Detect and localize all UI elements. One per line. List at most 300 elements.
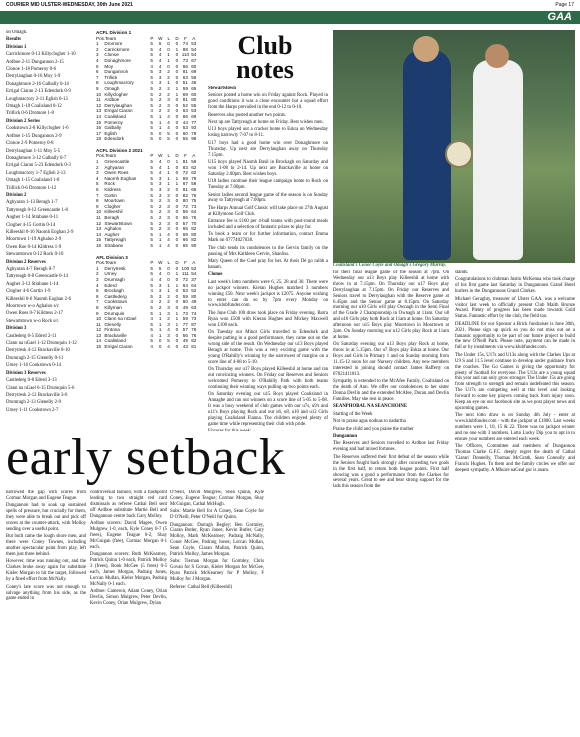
table-cell: 3 [167, 226, 170, 232]
table-cell: 63 [182, 74, 188, 80]
table-cell: 3 [167, 304, 170, 310]
table-cell: 1 [175, 91, 179, 97]
table-cell: 1 [158, 125, 162, 131]
table-cell: 5 [150, 304, 153, 310]
paragraph: Entrance fee is £160 per 4-ball teams with post-round meals included and a selection of fantastic prizes to play for. [208, 219, 328, 231]
table-cell: 0 [167, 63, 170, 69]
table-cell: 17 [96, 130, 102, 136]
table-cell: 66 [182, 63, 188, 69]
table-cell: 5 [150, 192, 153, 198]
football-icon [445, 140, 473, 168]
paragraph: But built came the lough shore men, and there were Coney Townes, including another spectacular point from play, left them just three behind. [6, 534, 86, 558]
table-cell: 5 [150, 226, 153, 232]
table-cell: 10 [96, 316, 102, 322]
table-cell: 4 [150, 63, 153, 69]
paragraph: Not in praise agus nodnas ro nadurtha [333, 419, 406, 425]
table-cell: Beragh [104, 215, 120, 220]
table-cell: 49 [191, 299, 197, 305]
table-cell: Clann na nGael [104, 316, 137, 322]
table-cell: Cookstown [104, 299, 128, 305]
article-headline: early setback [6, 429, 286, 486]
table-cell: 2 [167, 85, 170, 91]
table-cell: 49 [182, 304, 188, 310]
paragraph: On Saturday evening our u15 Boys played Coalisland in Annaghe and ran out winners on a score line of 5-05 to 5-08. It was a busy weekend of club games with our u7s, u9's and u11's Boys playing Rock and our u6, u8, u10 and u12 Girls playing Coalisland Fianna. The children enjoyed plenty of game time while representing their club with pride. [208, 392, 328, 427]
table-cell: 2 [158, 85, 162, 91]
table-cell: 52 [182, 102, 188, 108]
table-cell: 77 [191, 119, 197, 125]
table-cell: 0 [175, 231, 179, 237]
table-cell: Fintona [104, 327, 120, 333]
table-cell: 60 [182, 130, 188, 136]
table-cell: L [167, 35, 170, 41]
table-cell: 53 [191, 108, 197, 114]
paragraph: Killeeshil 0-16 Naomh Eoghan 2-9 [6, 229, 74, 235]
paragraph: Sympathy is extended to the McAfee Family, Coalisland on the death of Ann. We offer our condolences to her sister Donna Devlin and the extended McAfee, Doran and Devlin Families. May she rest in peace. [333, 379, 449, 403]
table-cell: 4 [158, 276, 162, 282]
table-cell: 3 [96, 170, 99, 176]
table-cell: 0 [175, 220, 179, 226]
table-cell: 59 [182, 293, 188, 299]
paragraph: Congratulations to clubman Justin McKenna who took charge of his first game last Saturday in Dungannons Grand Hotel hurlers in the Dungannons Grand Clarkes. [455, 277, 575, 295]
table-cell: 4 [167, 119, 170, 125]
table-cell: Moortown [104, 198, 125, 204]
table-cell: 87 [191, 321, 197, 327]
paragraph: On Saturday evening our u13 Boys play Rock at home, throw in at 5.15pm. Our u7 Boys play Eskra at home. Our Boys and Girls in Primary 1 and on Sunday morning from 11.15-12 noon for our Nursery children. Any new members interested in joining should contact James Rafferty on 07821411813. [333, 342, 449, 377]
table-cell: 81 [182, 97, 188, 103]
table-cell: Stewartstown [104, 220, 132, 226]
table-cell: 0 [175, 52, 179, 58]
table-cell: P [150, 35, 154, 41]
paragraph: The Harps Annual Golf Classic will take place on 27th August at Killymoon Golf Club. [208, 205, 328, 217]
table-cell: Donaghmore [104, 57, 131, 63]
paragraph: Clann na nGael 6-15 Drumquin 5-6 [6, 385, 75, 391]
table-cell: 3 [158, 288, 162, 294]
table-cell: 2 [167, 74, 170, 80]
table-cell: 77 [182, 321, 188, 327]
table-cell: 0 [175, 102, 179, 108]
paragraph: To book a team or for further information, contact Emma Mark on 07774027038. [208, 232, 328, 244]
table-cell: 4 [167, 231, 170, 237]
table-cell: 0 [175, 288, 179, 294]
paragraph: Michael Geraghty, treasurer of Ulster GAA, was a welcome visitor last week to officially present Club Maith Bronze Award. Plenty of progress has been made towards Gold Status. Fantastic effort by the club, the field too. [455, 296, 575, 320]
table-cell: 0 [167, 276, 170, 282]
article-column-2 [90, 490, 167, 730]
table-cell: 1 [175, 282, 179, 288]
table-cell: 5 [150, 203, 153, 209]
table-cell: 3 [158, 175, 162, 181]
paragraph: Mary Queen of the Gael pray for her. At thois Dé go raibh a hanam. [208, 259, 328, 270]
paragraph: The Reserves and Seniors travelled to Ardboe last Friday evening and had mixed fortunes. [333, 441, 449, 453]
table-cell: 7 [96, 299, 99, 305]
table-row [96, 136, 198, 142]
paragraph: Donaghmore 2-16 Galbally 0-14 [6, 81, 69, 87]
paragraph: Loughmacrory 2-11 Eglish 0-13 [6, 96, 68, 102]
table-cell: 59 [182, 316, 188, 322]
table-cell: 79 [191, 175, 197, 181]
paragraph: On Tuesday our Minor Girls travelled to Edendork and despite putting in a good performance, they came out on the wrong side of the result. On Wednesday our u13 Boys played Beragh at home. This was a very exciting game with the young O'Rahilly's winning by the narrowest of margins on a score line of 4-08 to 5-10. [208, 330, 328, 365]
paragraph: U15 boys played Naomh Basil in Brockagh on Saturday and won 1-08 to 2-14. Up next are Brackaville at home on Saturday 2.00pm. Best wishes boys. [208, 159, 328, 177]
table-cell: 5 [158, 265, 162, 271]
paragraph: However, time was running out, and the Clarkes broke away again for substitute Kieler Morgan to hit the target, followed by a fined effort from McNally. [6, 559, 86, 583]
table-cell: 69 [182, 91, 188, 97]
paragraph: The next lotto draw is on Sunday 4th July - enter at www.klubfunder.com - with the jackpot at £1800. Last weeks numbers were 1, 10, 15 & 22. There was no jackpot winner and no one with 3 numbers. Lotto Lucky Dip you to opt in to ensure your numbers are entered each week. [455, 413, 575, 442]
paragraph: Next up are Tattyreagh at home on Friday. Best wishes men. [208, 120, 324, 126]
table-cell: 4 [150, 332, 153, 338]
table-cell: 13 [96, 226, 102, 232]
table-cell: A [192, 35, 196, 41]
table-cell: 0 [175, 119, 179, 125]
table-cell: 4 [96, 175, 99, 181]
table-cell: 14 [96, 113, 102, 119]
paragraph: Senior ladies second league game of the season is on Sunday away to Tattyreagh at 7.00pm. [208, 192, 328, 204]
table-cell: 69 [191, 113, 197, 119]
table-cell: 7 [96, 192, 99, 198]
table-cell: 3 [167, 215, 170, 220]
table-cell: 1 [167, 80, 170, 86]
table-cell: 72 [182, 170, 188, 176]
table-cell: 90 [191, 242, 197, 248]
table-cell: 53 [182, 125, 188, 131]
table-cell: 80 [191, 231, 197, 237]
table-cell: 2 [167, 108, 170, 114]
table-cell: 11 [96, 215, 101, 220]
table-cell: 0 [175, 69, 179, 75]
table-cell: 1 [167, 175, 170, 181]
table-cell: 10 [96, 91, 102, 97]
table-cell: 0 [167, 271, 170, 277]
table-cell: 75 [191, 198, 197, 204]
paragraph: The June Club 100 draw took place on Friday evening. Barra Ryan won £500 with Kieran Hughes and Mickey Maxwell won £100 each. [208, 310, 328, 328]
table-cell: 3 [167, 332, 170, 338]
table-cell: 2 [167, 69, 170, 75]
table-cell: L [167, 153, 170, 159]
table-cell: 0 [175, 187, 179, 193]
table-cell: 1 [175, 175, 179, 181]
paragraph: Starting of the Week [333, 411, 373, 417]
table-cell: 9 [96, 310, 99, 316]
table-cell: 5 [96, 288, 99, 294]
table-cell: Urney [104, 271, 117, 277]
table-cell: 0 [175, 63, 179, 69]
paragraph: Donaghmore 3-12 Galbally 0-7 [6, 155, 67, 161]
table-cell: 3 [96, 52, 99, 58]
paragraph: Aghyaran 1-13 Beragh 1-7 [6, 200, 58, 206]
table-cell: 69 [182, 175, 188, 181]
table-cell: 65 [191, 85, 197, 91]
table-cell: 4 [158, 159, 162, 165]
table-cell: Aghyaran [104, 164, 125, 170]
section-heading: Division 2 Reserves [6, 259, 46, 265]
table-cell: Tattyreagh [104, 237, 126, 243]
paragraph: for their final league game of the season at 7pm. On Wednesday our u13 Boys play Killeeshil at home with throw in at 7.15pm. On Thursday our u17 Boys play Derrylaughan at 7.15pm. On Friday our Reserves and Seniors travel to Derrylaughan with the Reserve game at 6.45pm and the Senior game at 8.15pm. On Saturday morning our u10 Girls will play Ownagh in the Semi Final of the Grade 2 Championship in Ownagh at 11am. Our u8 and u10 Girls play both Rock at 11am at home. On Saturday afternoon our u15 Boys play Moortown in Moortown at 2pm. On Sunday morning our u12 Girls play Rock at 11am at home. [333, 270, 449, 340]
table-cell: 15 [96, 237, 102, 243]
table-cell: 0 [175, 276, 179, 282]
table-cell: 6 [96, 69, 99, 75]
table-cell: Kildress [104, 187, 121, 193]
player-blue-figure [403, 50, 451, 260]
paragraph: Moortown 1-19 Aghaloo 2-9 [6, 237, 62, 243]
table-cell: D [175, 35, 179, 41]
table-cell: 1 [158, 321, 162, 327]
table-cell: 10 [96, 209, 102, 215]
table-cell: 5 [150, 187, 153, 193]
table-cell: 2 [96, 164, 99, 170]
table-cell: 65 [182, 226, 188, 232]
paragraph: Aghyaran 4-7 Beragh 0-7 [6, 267, 56, 272]
table-cell: 5 [150, 271, 153, 277]
table-title: AFL Division 3 [96, 254, 128, 260]
table-cell: 73 [191, 316, 197, 322]
table-cell: Carrickmore [104, 46, 130, 52]
table-cell: 5 [150, 164, 153, 170]
table-cell: 0 [175, 332, 179, 338]
table-cell: 0 [175, 136, 179, 142]
table-cell: 5 [150, 52, 153, 58]
table-cell: 14 [96, 231, 102, 237]
paragraph: on Omagh. [6, 30, 28, 35]
table-cell: Clonoe [104, 52, 119, 58]
paragraph: Drumragh 2-13 Glenelly 2-9 [6, 400, 62, 406]
table-cell: 82 [182, 192, 188, 198]
paragraph: Urney 1-16 Cookstown 0-14 [6, 363, 62, 369]
table-cell: 67 [191, 57, 197, 63]
table-cell: 1 [158, 119, 162, 125]
table-cell: 2 [158, 209, 162, 215]
table-cell: 0 [175, 57, 179, 63]
table-cell: 2 [167, 316, 170, 322]
table-cell: 76 [191, 327, 197, 333]
table-cell: 53 [191, 41, 197, 47]
table-cell: Edendork [104, 136, 125, 142]
section-heading: Dungannon [333, 434, 357, 440]
paragraph: Tattyreagh 0-8 Greencastle 0-14 [6, 274, 68, 280]
paragraph: Referee: Cathal Bell (Killeeshil) [170, 584, 233, 590]
table-cell: 5 [150, 41, 153, 47]
table-cell: 65 [182, 242, 188, 248]
paragraph: Omagh 1-10 Coalisland 0-12 [6, 104, 62, 110]
table-cell: 5 [150, 74, 153, 80]
table-cell: 73 [191, 203, 197, 209]
table-cell: P [150, 153, 154, 159]
table-cell: 5 [167, 136, 170, 142]
table-cell: 2 [158, 108, 162, 114]
table-cell: 1 [158, 316, 162, 322]
table-cell: 74 [191, 310, 197, 316]
table-cell: 62 [191, 164, 197, 170]
paragraph: Praise the child and you praise the mother [333, 426, 414, 432]
league-table [96, 30, 198, 142]
paragraph: Trillick 0-6 Dromore 1-8 [6, 111, 54, 117]
table-cell: 69 [182, 231, 188, 237]
table-cell: 12 [96, 220, 102, 226]
table-cell: 56 [182, 209, 188, 215]
table-cell: 3 [158, 74, 162, 80]
table-cell: 5 [150, 57, 153, 63]
table-cell: 5 [150, 198, 153, 204]
table-cell: Brackaville [104, 332, 127, 338]
table-cell: 6 [96, 293, 99, 299]
table-cell: 3 [167, 198, 170, 204]
table-cell: Glenelly [104, 321, 122, 327]
table-cell: 5 [150, 130, 153, 136]
table-cell: 0 [175, 113, 179, 119]
paragraph: Augher 3-12 Strabane 1-14 [6, 281, 59, 287]
table-cell: 0 [175, 265, 179, 271]
table-cell: F [184, 35, 187, 41]
page-number: Page 17 [555, 2, 574, 8]
table-cell: 14 [96, 338, 102, 344]
table-cell: A [192, 153, 196, 159]
table-cell: 64 [191, 282, 197, 288]
paragraph: Owen Roes 0-7 Kildress 2-17 [6, 311, 64, 317]
table-cell: 3 [158, 187, 162, 193]
section-banner [0, 11, 580, 24]
table-cell: 0 [167, 265, 170, 271]
table-cell: 3 [167, 220, 170, 226]
table-cell: 4 [167, 237, 170, 243]
table-cell: 66 [182, 237, 188, 243]
table-cell: 0 [175, 203, 179, 209]
table-cell: 5 [150, 181, 153, 187]
table-cell: Pomeroy [104, 119, 123, 125]
table-cell: 4 [96, 57, 99, 63]
table-cell: 0 [175, 299, 179, 305]
table-cell: 51 [182, 80, 188, 86]
table-cell: 55 [182, 136, 188, 142]
paragraph: The Officers, Committee and members of Dungannon Thomas Clarke G.F.C. deeply regret the death of Cathal 'Ciaran' Donnelly, Thomas McGrath, Sean Connolly and Francis Hughes. To them and the family circles we offer our deepest sympathy. A Mhuire naGeal gur is anam. [455, 444, 575, 473]
section-heading: Stewartstown [208, 86, 236, 91]
table-cell: 0 [175, 164, 179, 170]
table-cell: 111 [181, 271, 189, 277]
table-cell: 93 [191, 125, 197, 131]
paragraph: Clann na nGael 1-12 Drumquin 1-12 [6, 341, 77, 347]
table-cell: Strabane [104, 242, 124, 248]
table-cell: 5 [150, 327, 153, 333]
paragraph: Clogher 4-6 Gortin 1-9 [6, 289, 51, 295]
table-cell: 5 [150, 231, 153, 237]
table-cell: 76 [191, 192, 197, 198]
table-cell: 2 [158, 226, 162, 232]
table-cell: W [158, 260, 163, 266]
table-cell: 5 [150, 136, 153, 142]
table-cell: 5 [150, 282, 153, 288]
table-cell: 1 [158, 113, 162, 119]
paragraph: Owen Roe 0-14 Kildress 1-9 [6, 244, 62, 250]
table-cell: Galbally [104, 125, 122, 131]
table-cell: 98 [191, 136, 197, 142]
table-cell: 63 [182, 108, 188, 114]
table-cell: Killyclogher [104, 91, 128, 97]
table-cell: 2 [158, 198, 162, 204]
player-blue-head [413, 36, 439, 62]
table-cell: 0 [175, 209, 179, 215]
table-cell: 1 [167, 170, 170, 176]
table-cell: 4 [167, 113, 170, 119]
league-table [96, 148, 198, 249]
table-cell: D [175, 260, 179, 266]
article-column-3 [170, 490, 264, 730]
table-cell: 3 [158, 80, 162, 86]
paragraph: U17 boys had a good home win over Donaghmore on Thursday. Up next are Derrylaughan away on Thursday 7.15pm. [208, 140, 328, 158]
table-cell: Team [105, 35, 117, 41]
table-cell: 1 [175, 271, 179, 277]
table-cell: 1 [158, 237, 162, 243]
table-cell: 56 [191, 74, 197, 80]
table-cell: 0 [167, 41, 170, 47]
paragraph: Carrickmore 0-13 Killyclogher 1-10 [6, 52, 76, 58]
table-cell: 5 [167, 338, 170, 344]
table-cell: 7 [96, 74, 99, 80]
table-cell: 55 [191, 102, 197, 108]
table-cell: Naomh Eoghan [104, 175, 137, 181]
paragraph: Dungannon: Darragh Begley; Ben Gormley, Ciaran Butler, Ryan Jones; Kevin Butler, Gary Molloy, Mark McKearney; Padraig McNally, Conor McGee, Padraig Jones; Lorcan Mullan, Sean Coyle, Ciaran Mullan, Patrick Quinn, Patrick Molloy, James Morgan. [170, 522, 264, 558]
table-cell: 3 [158, 293, 162, 299]
paragraph: Loughmacrory 1-7 Eglish 2-13 [6, 170, 66, 176]
table-cell: 5 [150, 85, 153, 91]
table-cell: 0 [175, 304, 179, 310]
table-cell: 5 [150, 175, 153, 181]
table-cell: 4 [167, 344, 170, 350]
paragraph: Castlederg 0-8 Ederd 3-13 [6, 378, 57, 384]
table-cell: 5 [150, 215, 153, 220]
table-cell: 80 [182, 198, 188, 204]
table-cell: Coalisland [104, 113, 126, 119]
table-cell: 4 [150, 299, 153, 305]
table-cell: 4 [167, 327, 170, 333]
table-cell: 16 [96, 125, 102, 131]
table-cell: Derrylaughan [104, 102, 133, 108]
table-cell: 4 [150, 80, 153, 86]
table-cell: Owen Roes [104, 170, 129, 176]
table-cell: 0 [167, 46, 170, 52]
table-cell: 72 [182, 203, 188, 209]
table-cell: F [184, 153, 187, 159]
player-white-figure [473, 60, 523, 260]
table-cell: 4 [150, 344, 153, 350]
table-cell: 0 [175, 170, 179, 176]
table-cell: 4 [150, 288, 153, 294]
table-cell: 60 [182, 299, 188, 305]
table-cell: 0 [175, 41, 179, 47]
paragraph: Clonoe 2-9 Pomeroy 0-8 [6, 141, 54, 147]
table-cell: 4 [158, 271, 162, 277]
paragraph: Ardboe 2-11 Dungannon 2-15 [6, 59, 64, 65]
table-cell: 100 [181, 265, 190, 271]
table-cell: Coalisland [104, 338, 126, 344]
table-cell: 1 [158, 231, 162, 237]
table-cell: 2 [158, 91, 162, 97]
table-cell: 5 [150, 321, 153, 327]
table-cell: 46 [191, 80, 197, 86]
paragraph: Errigal Ciaran 2-13 Edendork 0-9 [6, 89, 71, 95]
table-cell: 2 [167, 293, 170, 299]
table-cell: 3 [167, 102, 170, 108]
table-cell: 56 [182, 332, 188, 338]
table-cell: 3 [167, 310, 170, 316]
table-cell: 3 [158, 282, 162, 288]
table-cell: 62 [191, 170, 197, 176]
table-cell: 0 [167, 159, 170, 165]
table-cell: 52 [191, 265, 197, 271]
table-cell: 4 [158, 170, 162, 176]
table-cell: Drumquin [104, 310, 125, 316]
paragraph: Reserves also posted another two points. [208, 112, 287, 118]
table-cell: 5 [150, 69, 153, 75]
table-cell: Team [105, 153, 117, 159]
table-cell: 15 [96, 119, 102, 125]
paragraph: Clonoe 1-18 Pomeroy 0-6 [6, 67, 56, 73]
table-cell: 1 [175, 85, 179, 91]
